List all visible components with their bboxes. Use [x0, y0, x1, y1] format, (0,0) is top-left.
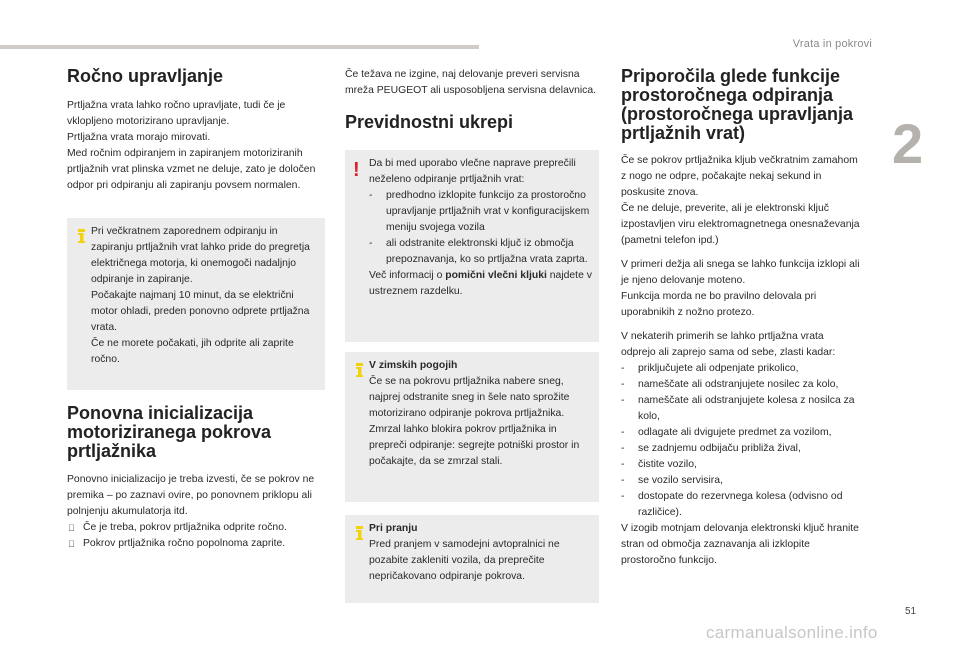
rec-paragraph-3: V nekaterih primerih se lahko prtljažna vrata odprejo ali zaprejo sama od sebe, zlasti kadar:	[621, 331, 836, 358]
rec-paragraph-4: V izogib motnjam delovanja elektronski ključ hranite stran od območja zaznavanja ali izklopite prostoročno funkcijo.	[621, 523, 859, 566]
reinit-steps	[67, 520, 325, 552]
towbar-warning-item: - ali odstranite elektronski ključ iz območja prepoznavanja, ko so prtljažna vrata zaprta.	[369, 236, 593, 268]
section-title-precautions: Previdnostni ukrepi	[345, 112, 514, 132]
rec-condition-item: - priključujete ali odpenjate prikolico,	[621, 361, 861, 377]
header-bar	[0, 45, 479, 49]
winter-info-box	[345, 352, 599, 502]
towbar-warning-box	[345, 150, 599, 342]
rec-condition-item: - odlagate ali dvigujete predmet za vozilom,	[621, 425, 861, 441]
wash-info-text: Pred pranjem v samodejni avtopralnici ne pozabite zakleniti vozila, da preprečite nepričakovano odpiranje pokrova.	[369, 539, 560, 582]
rec-condition-item: - nameščate ali odstranjujete kolesa z nosilca za kolo,	[621, 393, 861, 425]
towbar-warning-intro: Da bi med uporabo vlečne naprave preprečili neželeno odpiranje prtljažnih vrat:	[369, 158, 576, 185]
section-title-recommendations: Priporočila glede funkcije prostoročnega odpiranja (prostoročnega upravljanja prtljažnih vrat)	[621, 66, 854, 143]
warning-icon: !	[353, 159, 360, 181]
rec-condition-item: - se vozilo servisira,	[621, 473, 861, 489]
overheat-info-text: Pri večkratnem zaporednem odpiranju in zapiranju prtljažnih vrat lahko pride do pregretja električnega motorja, ki onemogoči nadaljnjo odpiranje in zapiranje. Počakajte najmanj 10 minut, da se električni motor ohladi, preden ponovno odprete prtljažna vrata. Če ne morete počakati, jih odprite ali zaprite ročno.	[91, 226, 310, 365]
towbar-warning-item: - predhodno izklopite funkcijo za prostoročno upravljanje prtljažnih vrat v konfiguracijskem meniju svojega vozila	[369, 188, 593, 236]
section-title-reinit: Ponovna inicializacija motoriziranega pokrova prtljažnika	[67, 403, 272, 461]
info-icon	[77, 229, 86, 243]
overheat-info-box	[67, 218, 325, 390]
column-right	[621, 67, 861, 569]
towbar-more-info: Več informacij o pomični vlečni kljuki najdete v ustreznem razdelku.	[369, 270, 592, 297]
column-left	[67, 67, 325, 552]
column-middle	[345, 67, 599, 603]
towbar-warning-list	[369, 188, 593, 268]
manual-paragraph: Prtljažna vrata lahko ročno upravljate, tudi če je vklopljeno motorizirano upravljanje. Prtljažna vrata morajo mirovati. Med ročnim odpiranjem in zapiranjem motoriziranih prtljažnih vrat plinska vzmet ne deluje, zato je določen odpor pri odpiranju ali zapiranju povsem normalen.	[67, 100, 316, 191]
reinit-step: Pokrov prtljažnika ročno popolnoma zaprite.	[83, 538, 286, 549]
rec-paragraph-1: Če se pokrov prtljažnika kljub večkratnim zamahom z nogo ne odpre, počakajte nekaj sekund in poskusite znova. Če ne deluje, preverite, ali je elektronski ključ izpostavljen viru elektromagnetnega onesnaževanja (pametni telefon ipd.)	[621, 155, 860, 246]
section-title-manual: Ročno upravljanje	[67, 66, 224, 86]
reinit-step: Če je treba, pokrov prtljažnika odprite ročno.	[83, 522, 287, 533]
info-icon	[355, 526, 364, 540]
chapter-number: 2	[892, 112, 924, 175]
wash-info-title: Pri pranju	[369, 523, 418, 534]
service-paragraph: Če težava ne izgine, naj delovanje preveri servisna mreža PEUGEOT ali usposobljena servisna delavnica.	[345, 69, 597, 96]
winter-info-title: V zimskih pogojih	[369, 360, 458, 371]
rec-condition-item: - čistite vozilo,	[621, 457, 861, 473]
rec-condition-item: - se zadnjemu odbijaču približa žival,	[621, 441, 861, 457]
wash-info-box	[345, 515, 599, 603]
rec-condition-item: - dostopate do rezervnega kolesa (odvisno od različice).	[621, 489, 861, 521]
rec-conditions-list	[621, 361, 861, 521]
reinit-paragraph: Ponovno inicializacijo je treba izvesti, če se pokrov ne premika – po zaznavi ovire, po ponovnem priklopu ali polnjenju akumulatorja itd.	[67, 474, 315, 517]
winter-info-text: Če se na pokrovu prtljažnika nabere sneg, najprej odstranite sneg in šele nato sprožite motorizirano odpiranje pokrova prtljažnika. Zmrzal lahko blokira pokrov prtljažnika in prepreči odpiranje: segrejte potniški prostor in počakajte, da se zmrzal stali.	[369, 376, 580, 467]
rec-paragraph-2: V primeri dežja ali snega se lahko funkcija izklopi ali je njeno delovanje moteno. Funkcija morda ne bo pravilno delovala pri uporabnikih z nožno protezo.	[621, 259, 860, 318]
page-number: 51	[905, 606, 917, 617]
info-icon	[355, 363, 364, 377]
chapter-title: Vrata in pokrovi	[792, 38, 872, 50]
rec-condition-item: - nameščate ali odstranjujete nosilec za kolo,	[621, 377, 861, 393]
watermark: carmanualsonline.info	[706, 623, 878, 642]
